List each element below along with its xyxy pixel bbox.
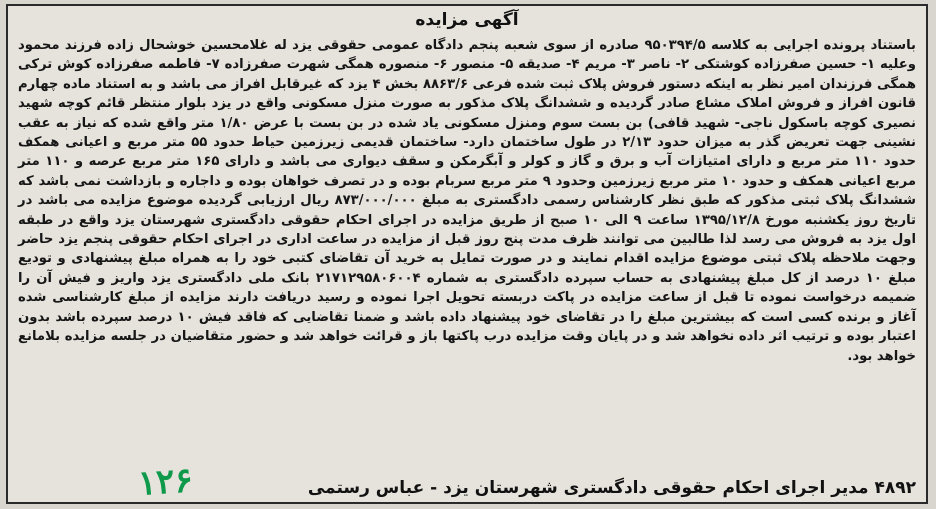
legal-notice-clipping [6,4,928,504]
handwritten-number-stamp: ۱۲۶ [136,460,195,504]
notice-footer-signature: ۴۸۹۲ مدیر اجرای احکام حقوقی دادگستری شهرستان یزد - عباس رستمی [307,478,916,498]
notice-title: آگهی مزایده [415,10,519,30]
notice-body: باستناد پرونده اجرایی به کلاسه ۹۵۰۳۹۴/۵ صادره از سوی شعبه پنجم دادگاه عمومی حقوقی یزد له غلامحسین خوشحال زاده فرزند محمود وعلیه ۱- حسین صفرزاده کوشتکی ۲- ناصر ۳- مریم ۴- صدیقه ۵- منصور ۶- منصوره همگی شهرت صفرزاده ۷- فاطمه صفرزاده کوش ترکی همگی فرزندان امیر نظر به اینکه دستور فروش پلاک ثبت شده فرعی ۸۸۶۳/۶ بخش ۴ یزد که غیرقابل افراز می باشد و به استناد ماده چهارم قانون افراز و فروش املاک مشاع صادر گردیده و ششدانگ پلاک مذکور به صورت منزل مسکونی واقع در یزد بلوار منتظر قائم کوچه شهید نصیری کوچه باسکول ناجی- شهید قافی) بن بست سوم ومنزل مسکونی یاد شده در بن بست با عرض ۱/۸۰ متر واقع شده که نیاز به عقب نشینی جهت تعریض گذر به میزان حدود ۲/۱۳ در طول ساختمان دارد- ساختمان قدیمی زیرزمین حیاط حدود ۵۵ متر مربع و اعیانی همکف حدود ۱۱۰ متر مربع و دارای امتیازات آب و برق و گاز و کولر و آبگرمکن و سقف دیواری می باشد و دارای ۱۶۵ متر مربع عرصه و ۱۱۰ متر مربع اعیانی همکف و حدود ۱۰ متر مربع زیرزمین وحدود ۹ متر مربع سربام بوده و در تصرف خواهان بوده و داجاره و بازداشت نمی باشد که ششدانگ پلاک ثبتی مذکور که طبق نظر کارشناس رسمی دادگستری به مبلغ ۸۷۳/۰۰۰/۰۰۰ ریال ارزیابی گردیده موضوع مزایده می باشد در تاریخ روز یکشنبه مورخ ۱۳۹۵/۱۲/۸ ساعت ۹ الی ۱۰ صبح از طریق مزایده در اجرای احکام حقوقی دادگستری شهرستان یزد واقع در طبقه اول یزد به فروش می رسد لذا طالبین می توانند ظرف مدت پنج روز قبل از مزایده در ساعت اداری در اجرای احکام حقوقی پنجم یزد حاضر وجهت ملاحظه پلاک ثبتی موضوع مزایده اقدام نمایند و در صورت تمایل به خرید آن تقاضای کتبی خود را به همراه مبلغ پیشنهادی و تودیع مبلغ ۱۰ درصد از کل مبلغ پیشنهادی به حساب سپرده دادگستری به شماره ۲۱۷۱۲۹۵۸۰۶۰۰۴ بانک ملی دادگستری یزد واریز و فیش آن را ضمیمه درخواست نموده تا قبل از ساعت مزایده در پاکت دربسته تحویل اجرا نموده و رسید دریافت دارند مزایده از مبلغ کارشناسی شده آغاز و برنده کسی است که بیشترین مبلغ را در تقاضای خود پیشنهاد داده باشد و ضمنا تقاضایی که فاقد فیش ۱۰ درصد سپرده باشد بدون اعتبار بوده و ترتیب اثر داده نخواهد شد و در پایان وقت مزایده درب پاکتها باز و قرائت خواهد شد و حضور متقاضیان در جلسه مزایده بلامانع خواهد بود. [18,38,917,364]
